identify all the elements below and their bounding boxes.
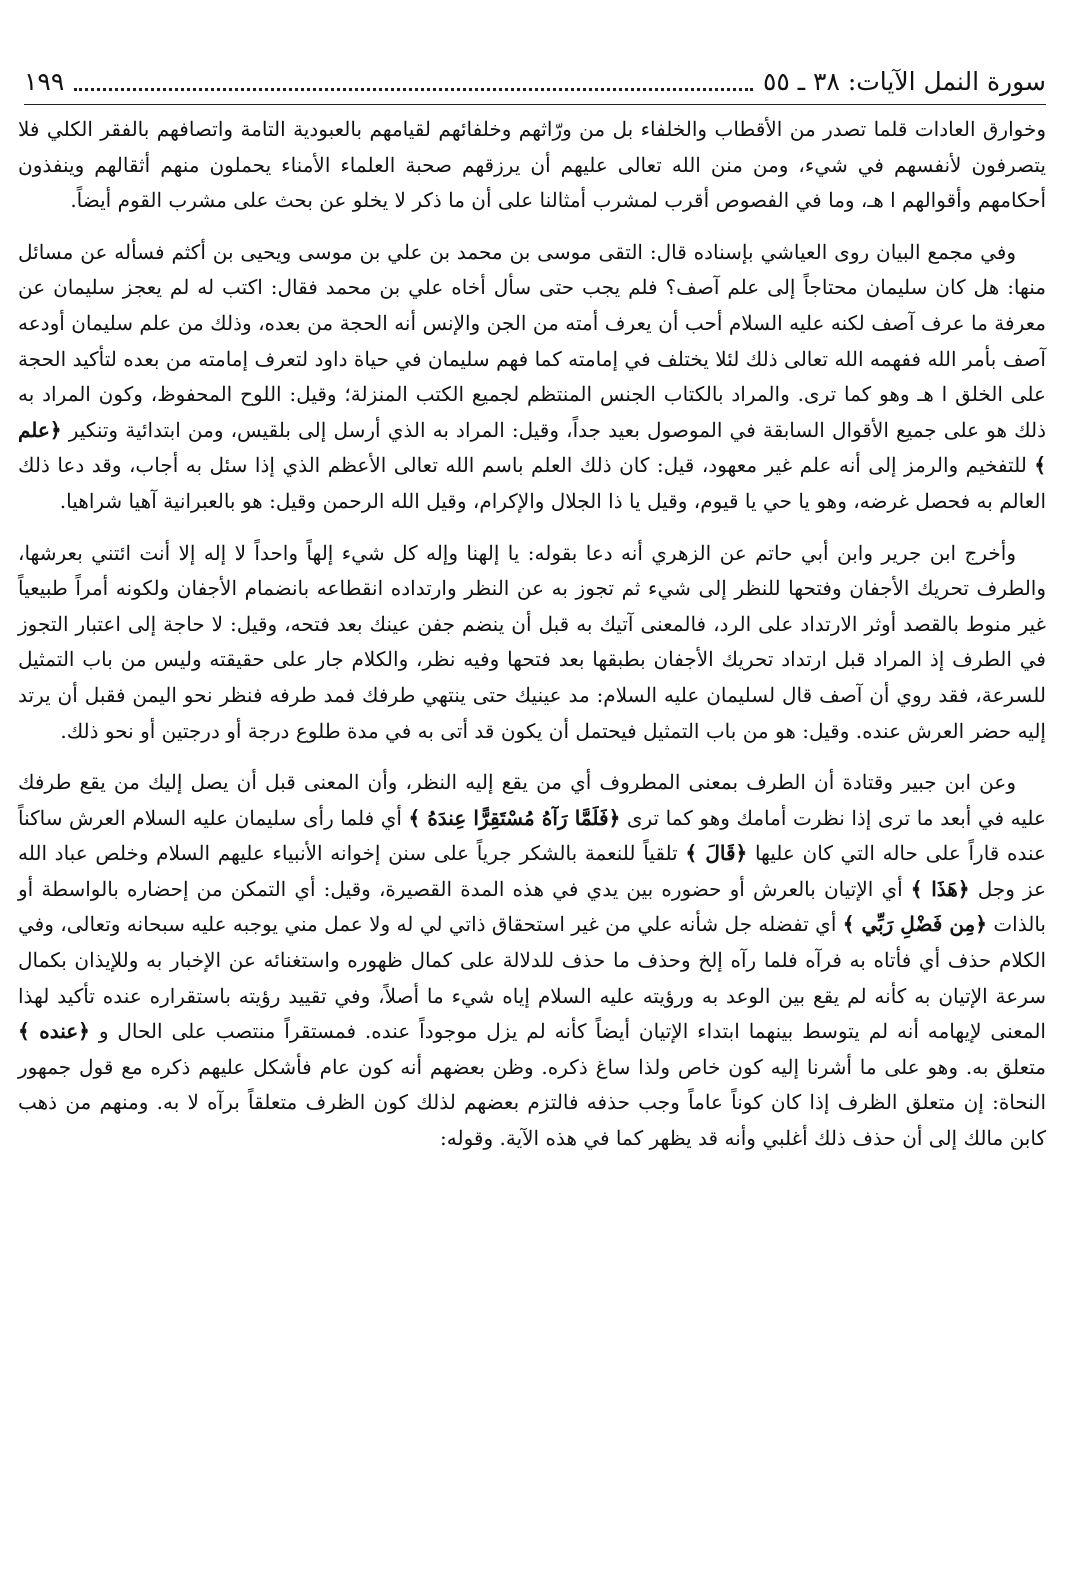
text-run: أي الإتيان بالعرش أو حضوره بين يدي في هذه المدة القصيرة، وقيل: أي التمكن من إحضاره بالواسطة أو بالذات xyxy=(18,876,1046,937)
paragraph-2 xyxy=(18,235,1046,520)
text-run: وأخرج ابن جرير وابن أبي حاتم عن الزهري أنه دعا بقوله: يا إلهنا وإله كل شيء إلهاً واحداً لا إله إلا أنت ائتني بعرشها، والطرف تحريك الأجفان وفتحها للنظر إلى شيء ثم تجوز به عن النظر وارتداده انقطاعه بانضمام الأجفان ولكونه أمراً طبيعياً غير منوط بالقصد أوثر الارتداد على الرد، فالمعنى آتيك به قبل أن ينضم جفن عينك بعد فتحه، وقيل: لا حاجة إلى اعتبار التجوز في الطرف إذ المراد قبل ارتداد تحريك الأجفان بطبقها بعد فتحها وفيه نظر، والكلام جار على حقيقته وليس من باب التمثيل للسرعة، فقد روي أن آصف قال لسليمان عليه السلام: مد عينيك حتى ينتهي طرفك فمد طرفه فنظر نحو اليمن فقبل أن يرتد إليه حضر العرش عنده. وقيل: هو من باب التمثيل فيحتمل أن يكون قد أتى به في مدة طلوع درجة أو درجتين أو نحو ذلك. xyxy=(18,540,1046,743)
running-header xyxy=(24,62,1046,98)
dotted-leader xyxy=(74,88,753,91)
text-run: أي تفضله جل شأنه علي من غير استحقاق ذاتي لي له ولا عمل مني يوجبه عليه سبحانه وتعالى، وفي الكلام حذف أي فأتاه به فرآه فلما رآه إلخ وحذف ما حذف للدلالة على كمال ظهوره واستغنائه عن الإخبار به وللإيذان بكمال سرعة الإتيان به كأنه لم يقع بين الوعد به ورؤيته عليه السلام إياه شيء ما أصلاً، وفي تقييد رؤيته باستقراره عنده تأكيد لهذا المعنى لإيهامه أنه لم يتوسط بينهما ابتداء الإتيان أيضاً كأنه لم يزل موجوداً عنده. فمستقراً منتصب على الحال و xyxy=(18,912,1046,1044)
text-run: للتفخيم والرمز إلى أنه علم غير معهود، قيل: كان ذلك العلم باسم الله تعالى الأعظم الذي إذا سئل به أجاب، وقد دعا ذلك العالم به فحصل غرضه، وهو يا حي يا قيوم، وقيل يا ذا الجلال والإكرام، وقيل الله الرحمن وقيل: هو بالعبرانية آهيا شراهيا. xyxy=(18,453,1046,513)
page-body xyxy=(18,112,1046,1157)
surah-title: سورة النمل الآيات: ٣٨ ـ ٥٥ xyxy=(762,67,1046,96)
quran-quote: ﴿مِن فَضْلِ رَبِّي ﴾ xyxy=(842,912,987,937)
page-number: ١٩٩ xyxy=(24,67,65,96)
quran-quote: ﴿قَالَ ﴾ xyxy=(685,841,748,866)
text-run: أي فلما رأى سليمان عليه السلام العرش ساكناً عنده قاراً على حاله التي كان عليها xyxy=(18,805,1046,866)
text-run: وخوارق العادات قلما تصدر من الأقطاب والخلفاء بل من ورّاثهم وخلفائهم لقيامهم بالعبودية التامة واتصافهم بالفقر الكلي فلا يتصرفون لأنفسهم في شيء، ومن منن الله تعالى عليهم أن يرزقهم صحبة العلماء الأمناء يحملون منهم أثقالهم وينفذون أحكامهم وأقوالهم ا هـ، وما في الفصوص أقرب لمشرب أمثالنا على أن ما ذكر لا يخلو عن بحث على مشرب القوم أيضاً. xyxy=(18,117,1047,213)
quran-quote: ﴿عنده ﴾ xyxy=(18,1019,90,1044)
quran-quote: ﴿علم ﴾ xyxy=(18,417,1046,478)
text-run: وعن ابن جبير وقتادة أن الطرف بمعنى المطروف أي من يقع إليه النظر، وأن المعنى قبل أن يصل إليك من يقع طرفك عليه في أبعد ما ترى إذا نظرت أمامك وهو كما ترى xyxy=(18,770,1046,830)
paragraph-3 xyxy=(18,536,1046,750)
paragraph-1 xyxy=(18,112,1046,219)
text-run: تلقياً للنعمة بالشكر جرياً على سنن إخوانه الأنبياء عليهم السلام وخلص عباد الله عز وجل xyxy=(18,841,1046,901)
text-run: وفي مجمع البيان روى العياشي بإسناده قال: التقى موسى بن محمد بن علي بن موسى ويحيى بن أكثم فسأله عن مسائل منها: هل كان سليمان محتاجاً إلى علم آصف؟ فلم يجب حتى سأل أخاه علي بن محمد فقال: اكتب له لم يعجز سليمان عن معرفة ما عرف آصف لكنه عليه السلام أحب أن يعرف أمته من الجن والإنس أنه الحجة من بعده، وذلك من علم سليمان أودعه آصف بأمر الله ففهمه الله تعالى ذلك لئلا يختلف في إمامته كما فهم سليمان في حياة داود لتعرف إمامته من بعده لتأكيد الحجة على الخلق ا هـ وهو كما ترى. والمراد بالكتاب الجنس المنتظم لجميع الكتب المنزلة؛ وقيل: اللوح المحفوظ، وكون المراد به ذلك هو على جميع الأقوال السابقة في الموصول بعيد جداً، وقيل: المراد به الذي أرسل إلى بلقيس، ومن ابتدائية وتنكير xyxy=(18,239,1046,442)
quran-quote: ﴿فَلَمَّا رَآهُ مُسْتَقِرًّا عِندَهُ ﴾ xyxy=(408,805,621,830)
header-rule xyxy=(24,104,1046,105)
quran-quote: ﴿هَذَا ﴾ xyxy=(910,876,970,901)
paragraph-4 xyxy=(18,765,1046,1157)
text-run: متعلق به. وهو على ما أشرنا إليه كون خاص ولذا ساغ ذكره. وظن بعضهم أنه كون عام فأشكل عليهم ذكره مع قول جمهور النحاة: إن متعلق الظرف إذا كان كوناً عاماً وجب حذفه فالتزم بعضهم لذلك كون الظرف متعلقاً برآه لا به. ومنهم من ذهب كابن مالك إلى أن حذف ذلك أغلبي وأنه قد يظهر كما في هذه الآية. وقوله: xyxy=(18,1054,1046,1151)
